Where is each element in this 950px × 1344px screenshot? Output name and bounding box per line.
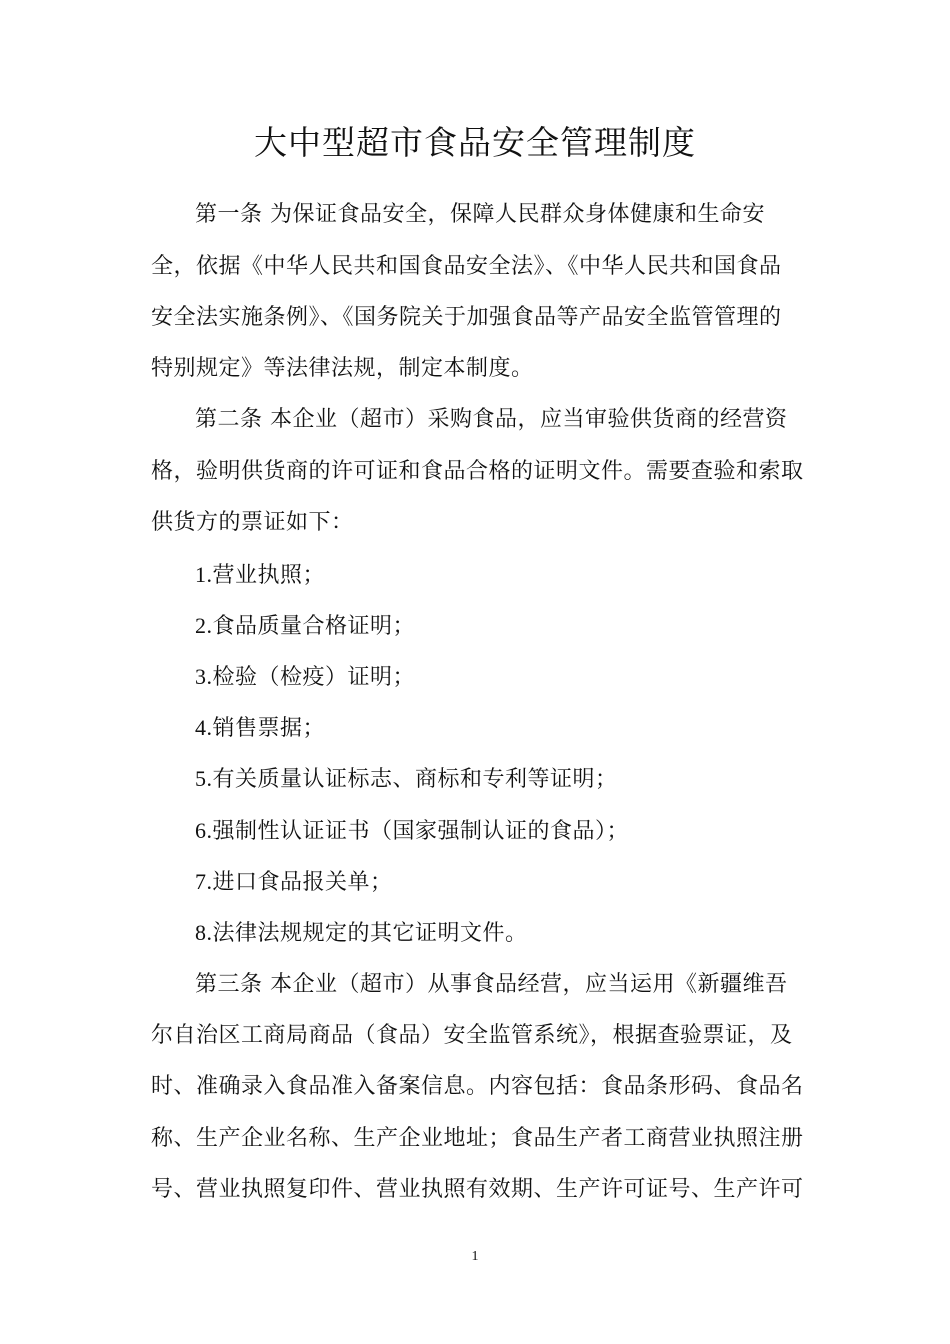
list-number: 8. (195, 920, 213, 945)
list-item (195, 560, 855, 590)
list-item (195, 611, 855, 641)
paragraph-line: 第二条 本企业（超市）采购食品，应当审验供货商的经营资 (195, 407, 788, 432)
list-item-text: 进口食品报关单； (212, 870, 393, 895)
list-number: 7. (195, 869, 213, 894)
paragraph-line: 第三条 本企业（超市）从事食品经营，应当运用《新疆维吾 (195, 972, 788, 997)
list-number: 5. (195, 766, 213, 791)
list-number: 4. (195, 715, 213, 740)
list-item-text: 销售票据； (212, 716, 326, 741)
page-number: 1 (471, 1249, 479, 1264)
paragraph-line: 安全法实施条例》、《国务院关于加强食品等产品安全监管管理的 (151, 305, 782, 330)
paragraph-line: 格，验明供货商的许可证和食品合格的证明文件。需要查验和索取 (151, 459, 804, 484)
list-item-text: 有关质量认证标志、商标和专利等证明； (212, 767, 618, 792)
paragraph-line: 第一条 为保证食品安全，保障人民群众身体健康和生命安 (195, 202, 765, 227)
list-item-text: 检验（检疫）证明； (212, 665, 416, 690)
list-item (195, 816, 855, 846)
paragraph-line: 时、准确录入食品准入备案信息。内容包括：食品条形码、食品名 (151, 1074, 804, 1099)
list-item (195, 713, 855, 743)
list-number: 2. (195, 613, 213, 638)
list-item-text: 营业执照； (212, 563, 326, 588)
list-item (195, 662, 855, 692)
paragraph-line: 供货方的票证如下： (151, 510, 354, 535)
paragraph-line: 全，依据《中华人民共和国食品安全法》、《中华人民共和国食品 (151, 254, 782, 279)
list-item-text: 食品质量合格证明； (212, 614, 416, 639)
list-item (195, 764, 855, 794)
paragraph-line: 特别规定》等法律法规，制定本制度。 (151, 356, 534, 381)
list-number: 6. (195, 818, 213, 843)
list-number: 3. (195, 664, 213, 689)
paragraph-line: 称、生产企业名称、生产企业地址；食品生产者工商营业执照注册 (151, 1126, 804, 1151)
paragraph-line: 号、营业执照复印件、营业执照有效期、生产许可证号、生产许可 (151, 1177, 804, 1202)
list-number: 1. (195, 562, 213, 587)
document-title: 大中型超市食品安全管理制度 (254, 123, 696, 162)
list-item-text: 法律法规规定的其它证明文件。 (212, 921, 528, 946)
list-item-text: 强制性认证证书（国家强制认证的食品）； (212, 819, 630, 844)
paragraph-line: 尔自治区工商局商品（食品）安全监管系统》，根据查验票证，及 (151, 1023, 793, 1048)
list-item (195, 918, 855, 948)
list-item (195, 867, 855, 897)
